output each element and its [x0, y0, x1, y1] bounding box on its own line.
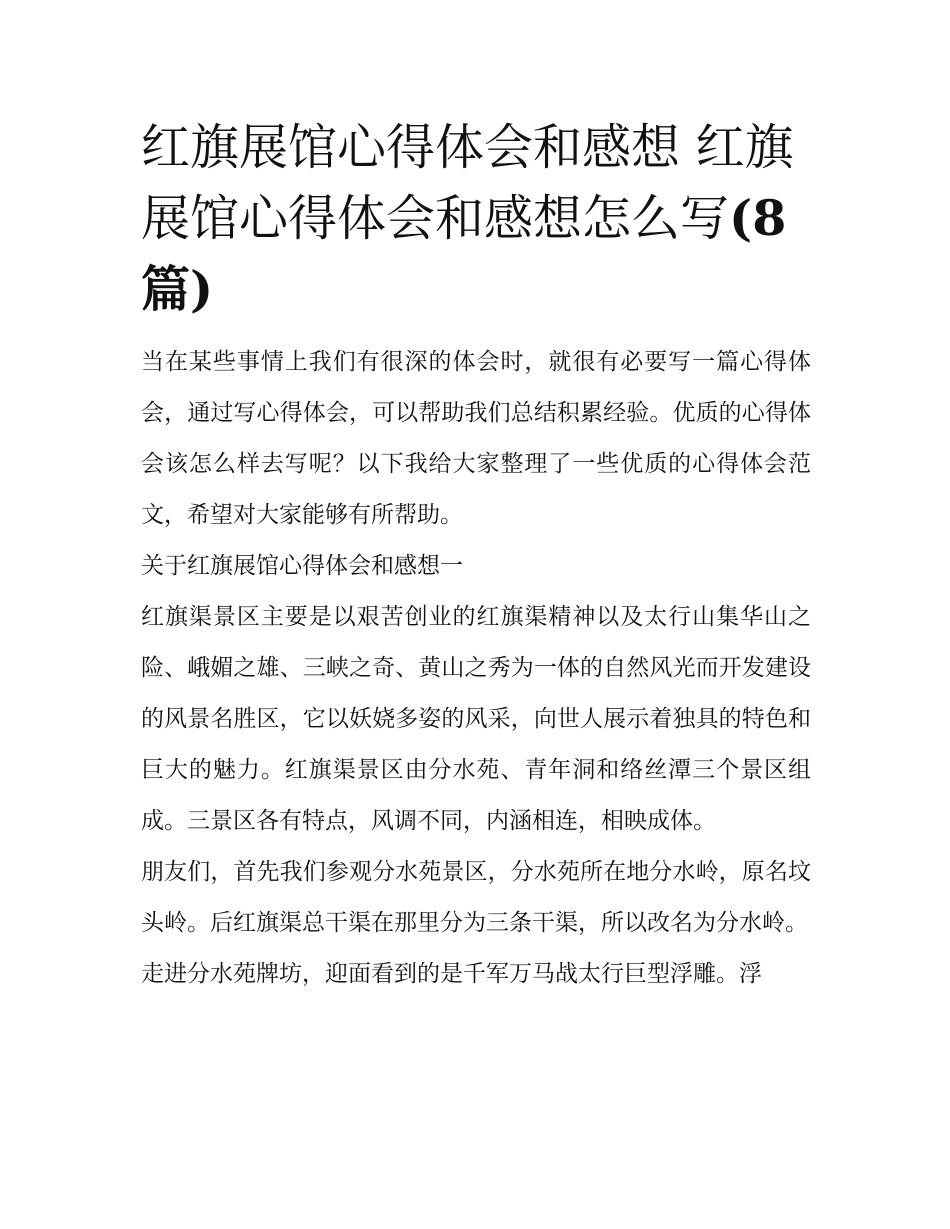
- body-paragraph: 走进分水苑牌坊，迎面看到的是千军万马战太行巨型浮雕。浮: [141, 961, 762, 987]
- document-title-suffix: (8篇): [141, 189, 787, 318]
- intro-paragraph: 当在某些事情上我们有很深的体会时，就很有必要写一篇心得体会，通过写心得体会，可以帮助我们总结积累经验。优质的心得体会该怎么样去写呢？以下我给大家整理了一些优质的心得体会范文，希望对大家能够有所帮助。: [141, 349, 811, 528]
- document-body: [141, 337, 811, 1000]
- document-title-main: 红旗展馆心得体会和感想 红旗展馆心得体会和感想怎么写: [141, 119, 794, 247]
- body-paragraph: 朋友们，首先我们参观分水苑景区，分水苑所在地分水岭，原名坟头岭。后红旗渠总干渠在那里分为三条干渠，所以改名为分水岭。: [141, 859, 811, 936]
- body-paragraph: 红旗渠景区主要是以艰苦创业的红旗渠精神以及太行山集华山之险、峨媚之雄、三峡之奇、黄山之秀为一体的自然风光而开发建设的风景名胜区，它以妖娆多姿的风采，向世人展示着独具的特色和巨大的魅力。红旗渠景区由分水苑、青年洞和络丝潭三个景区组成。三景区各有特点，风调不同，内涵相连，相映成体。: [141, 604, 811, 834]
- section-heading: 关于红旗展馆心得体会和感想一: [141, 553, 463, 579]
- document-content: [141, 112, 811, 1000]
- document-title: [141, 112, 811, 325]
